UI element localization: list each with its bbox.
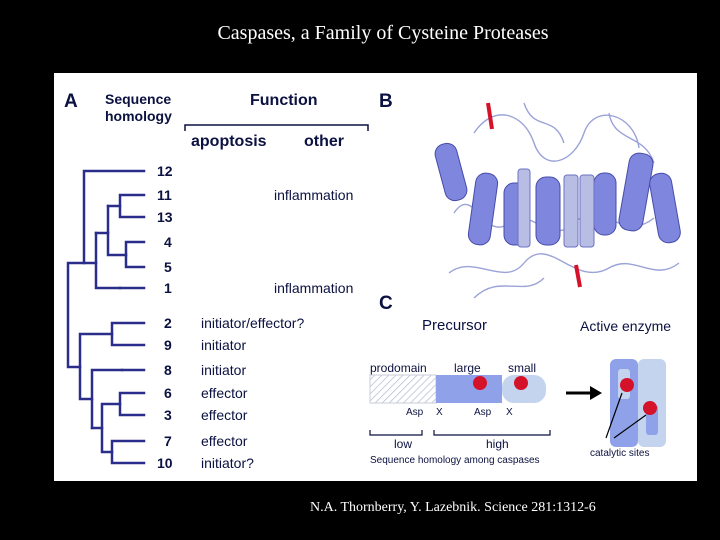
- high-label: high: [486, 437, 509, 451]
- apoptosis-label: apoptosis: [191, 133, 267, 150]
- caspase-number: 8: [164, 362, 172, 378]
- catalytic-site-precursor-2: [514, 376, 528, 390]
- homology-header-line2: homology: [105, 108, 172, 124]
- figure: [54, 73, 697, 481]
- other-label: other: [304, 133, 344, 150]
- caspase-number: 7: [164, 433, 172, 449]
- caspase-number: 1: [164, 280, 172, 296]
- catalytic-sites-label: catalytic sites: [590, 448, 650, 459]
- caspase-function: initiator: [201, 362, 247, 378]
- catalytic-site-active-1: [620, 378, 634, 392]
- x-label-1: X: [436, 407, 443, 418]
- caspase-function: effector: [201, 433, 248, 449]
- precursor-label: Precursor: [422, 317, 488, 334]
- caspase-function: initiator?: [201, 455, 254, 471]
- dendrogram: [68, 171, 144, 463]
- caspase-function: initiator: [201, 337, 247, 353]
- caspase-number: 10: [157, 455, 173, 471]
- caspase-number: 9: [164, 337, 172, 353]
- panel-b-letter: B: [379, 91, 393, 112]
- caspase-number: 4: [164, 234, 172, 250]
- caspase-function: effector: [201, 385, 248, 401]
- homology-caption: Sequence homology among caspases: [370, 455, 540, 466]
- figure-graphics: [54, 73, 697, 481]
- caspase-number: 13: [157, 209, 173, 225]
- low-label: low: [394, 437, 413, 451]
- caspase-number: 11: [157, 187, 172, 203]
- asp-label-1: Asp: [406, 407, 424, 418]
- caspase-number: 6: [164, 385, 172, 401]
- homology-header-line1: Sequence: [105, 91, 172, 107]
- caspase-function: inflammation: [274, 280, 354, 296]
- caspase-function: effector: [201, 407, 248, 423]
- function-bracket: [185, 125, 368, 131]
- caspase-number: 12: [157, 163, 173, 179]
- active-enzyme-label: Active enzyme: [580, 318, 672, 334]
- catalytic-site-active-2: [643, 401, 657, 415]
- protein-structure: [433, 93, 684, 298]
- panel-c-letter: C: [379, 293, 393, 314]
- caspase-number: 5: [164, 259, 172, 275]
- large-subunit-box: [436, 375, 502, 403]
- caspase-number: 3: [164, 407, 172, 423]
- arrow-head: [590, 386, 602, 400]
- x-label-2: X: [506, 407, 513, 418]
- panel-a-letter: A: [64, 91, 78, 112]
- small-label: small: [508, 361, 537, 375]
- large-label: large: [454, 361, 481, 375]
- slide-title: Caspases, a Family of Cysteine Proteases: [217, 22, 549, 44]
- asp-label-2: Asp: [474, 407, 492, 418]
- prodomain-box: [370, 375, 436, 403]
- caspase-function: inflammation: [274, 187, 354, 203]
- function-header: Function: [250, 92, 318, 109]
- caspase-number: 2: [164, 315, 172, 331]
- catalytic-site-precursor: [473, 376, 487, 390]
- prodomain-label: prodomain: [370, 361, 427, 375]
- citation: N.A. Thornberry, Y. Lazebnik. Science 281:1312-6: [310, 500, 596, 515]
- caspase-function: initiator/effector?: [201, 315, 305, 331]
